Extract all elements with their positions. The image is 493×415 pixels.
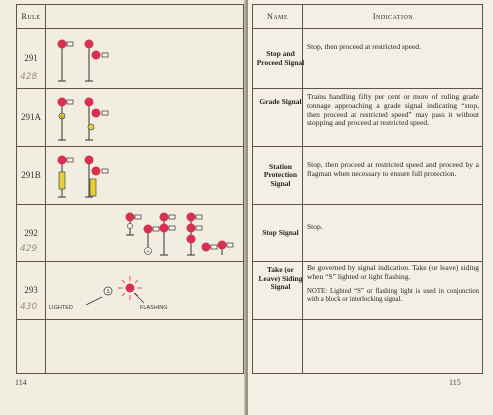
signal-292-triple: [187, 213, 218, 256]
signal-292-double: [160, 213, 176, 256]
flashing-label: FLASHING: [140, 305, 168, 311]
indication-take-leave-siding: [307, 264, 479, 304]
rule-293: 293: [24, 285, 38, 295]
indication-note: NOTE: Lighted “S” or flashing light is used in conjunction with a block or interlocking signal.: [307, 287, 479, 303]
signal-291a-single: [58, 98, 74, 141]
g-plate-text: G: [60, 114, 64, 119]
signal-291-single: [58, 40, 74, 82]
pencil-note-430: 430: [20, 302, 38, 312]
left-table: [16, 4, 244, 374]
name-stop-and-proceed: Stop and Proceed Signal: [256, 49, 305, 67]
right-table: [252, 4, 483, 374]
name-take-leave-siding: Take (or Leave) Siding Signal: [258, 265, 303, 292]
indication-text: Stop.: [307, 222, 323, 231]
page-number-left: 114: [15, 378, 27, 387]
rule-291b: 291B: [21, 170, 41, 180]
name-station-protection: Station Protection Signal: [263, 161, 298, 188]
name-grade-signal: Grade Signal: [259, 96, 302, 106]
rule-291a: 291A: [21, 112, 41, 122]
indication-text: Stop, then proceed at restricted speed and proceed by a flagman when necessary to ensure full protection.: [307, 160, 479, 178]
indication-stop-and-proceed: [307, 43, 477, 52]
rule-header: Rule: [21, 12, 41, 21]
indication-text: Trains handling fifty per cent or more of ruling grade tonnage approaching a grade signal indicating “stop, then proceed at restricted speed” may pass it without stopping and proceed at restricted speed.: [307, 92, 479, 128]
right-page: [248, 0, 493, 415]
signal-293-lighted-s: [49, 287, 112, 311]
lighted-label: LIGHTED: [49, 305, 73, 311]
indication-text: Stop, then proceed at restricted speed.: [307, 42, 421, 51]
indication-grade-signal: [307, 93, 479, 128]
pencil-note-429: 429: [20, 244, 38, 254]
signal-291b-single: [58, 156, 74, 198]
signal-291a-double: [85, 98, 109, 141]
indication-station-protection: [307, 161, 479, 179]
a-plate-text: A: [146, 249, 150, 254]
s-plate-text: S: [106, 289, 110, 295]
rule-292: 292: [24, 227, 38, 238]
signal-illustrations: [46, 29, 244, 319]
signal-293-flashing: [118, 276, 168, 311]
indication-text: Be governed by signal indication. Take (or leave) siding when “S” lighted or light flashing.: [307, 263, 479, 281]
name-stop-signal: Stop Signal: [262, 227, 299, 237]
rule-291: 291: [24, 53, 38, 63]
signal-291-double: [85, 40, 109, 82]
signal-292-low: [218, 241, 234, 256]
signal-292-dwarf-a: [126, 213, 142, 236]
name-header: Name: [266, 12, 289, 21]
signal-291b-double: [85, 156, 109, 198]
pencil-note-428: 428: [20, 72, 38, 82]
page-number-right: 115: [449, 378, 461, 387]
left-page: [0, 0, 246, 415]
indication-stop-signal: [307, 223, 477, 232]
signal-292-a-plate: [144, 225, 160, 255]
indication-header: Indication: [372, 12, 414, 21]
